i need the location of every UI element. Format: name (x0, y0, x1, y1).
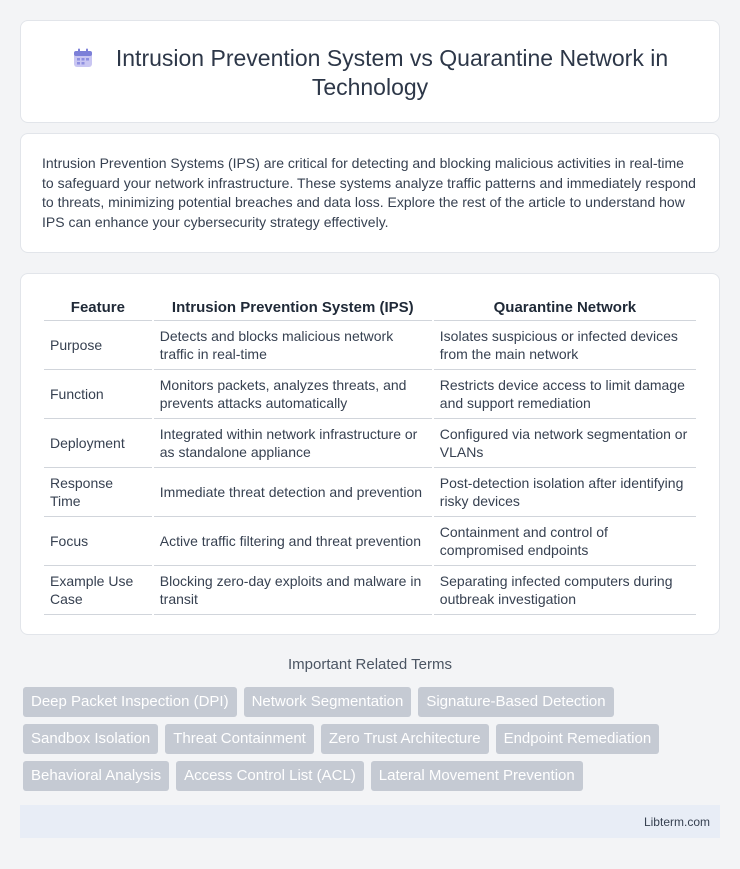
feature-cell: Deployment (44, 419, 152, 468)
tag-row-3 (23, 761, 583, 791)
tag-endpoint-remediation[interactable]: Endpoint Remediation (496, 724, 660, 754)
table-row (44, 321, 696, 370)
tag-acl[interactable]: Access Control List (ACL) (176, 761, 364, 791)
page-title: Intrusion Prevention System vs Quarantine Network in Technology (115, 45, 669, 100)
quarantine-cell: Separating infected computers during outbreak investigation (434, 566, 696, 615)
intro-card (20, 133, 720, 253)
table-row (44, 468, 696, 517)
quarantine-cell: Configured via network segmentation or VLANs (434, 419, 696, 468)
comparison-table (42, 293, 698, 615)
header-quarantine: Quarantine Network (434, 293, 696, 321)
header-ips: Intrusion Prevention System (IPS) (154, 293, 432, 321)
ips-cell: Detects and blocks malicious network traffic in real-time (154, 321, 432, 370)
table-row (44, 370, 696, 419)
page-title-wrap (61, 44, 679, 102)
related-terms-title: Important Related Terms (288, 656, 452, 673)
footer (20, 805, 720, 838)
feature-cell: Function (44, 370, 152, 419)
comparison-card (20, 273, 720, 635)
header-feature: Feature (44, 293, 152, 321)
tag-dpi[interactable]: Deep Packet Inspection (DPI) (23, 687, 237, 717)
tag-signature-detection[interactable]: Signature-Based Detection (418, 687, 613, 717)
table-row (44, 517, 696, 566)
feature-cell: Focus (44, 517, 152, 566)
title-card (20, 20, 720, 123)
table-row (44, 566, 696, 615)
quarantine-cell: Restricts device access to limit damage and support remediation (434, 370, 696, 419)
tag-behavioral-analysis[interactable]: Behavioral Analysis (23, 761, 169, 791)
tag-network-segmentation[interactable]: Network Segmentation (244, 687, 412, 717)
quarantine-cell: Isolates suspicious or infected devices from the main network (434, 321, 696, 370)
intro-paragraph: Intrusion Prevention Systems (IPS) are critical for detecting and blocking malicious activities in real-time to safeguard your network infrastructure. These systems analyze traffic patterns and immediately respond to threats, minimizing potential breaches and data loss. Explore the rest of the article to understand how IPS can enhance your cybersecurity strategy effectively. (42, 155, 696, 230)
tag-zero-trust[interactable]: Zero Trust Architecture (321, 724, 489, 754)
tag-threat-containment[interactable]: Threat Containment (165, 724, 314, 754)
calendar-icon (72, 47, 94, 69)
tag-row-2 (23, 724, 659, 754)
quarantine-cell: Post-detection isolation after identifying risky devices (434, 468, 696, 517)
tag-sandbox-isolation[interactable]: Sandbox Isolation (23, 724, 158, 754)
table-header-row (44, 293, 696, 321)
ips-cell: Immediate threat detection and prevention (154, 468, 432, 517)
feature-cell: Response Time (44, 468, 152, 517)
table-row (44, 419, 696, 468)
feature-cell: Example Use Case (44, 566, 152, 615)
tag-lateral-movement[interactable]: Lateral Movement Prevention (371, 761, 583, 791)
tag-row-1 (23, 687, 614, 717)
ips-cell: Integrated within network infrastructure or as standalone appliance (154, 419, 432, 468)
ips-cell: Active traffic filtering and threat prevention (154, 517, 432, 566)
quarantine-cell: Containment and control of compromised endpoints (434, 517, 696, 566)
feature-cell: Purpose (44, 321, 152, 370)
ips-cell: Monitors packets, analyzes threats, and prevents attacks automatically (154, 370, 432, 419)
footer-site-link[interactable]: Libterm.com (643, 815, 710, 829)
ips-cell: Blocking zero-day exploits and malware in transit (154, 566, 432, 615)
